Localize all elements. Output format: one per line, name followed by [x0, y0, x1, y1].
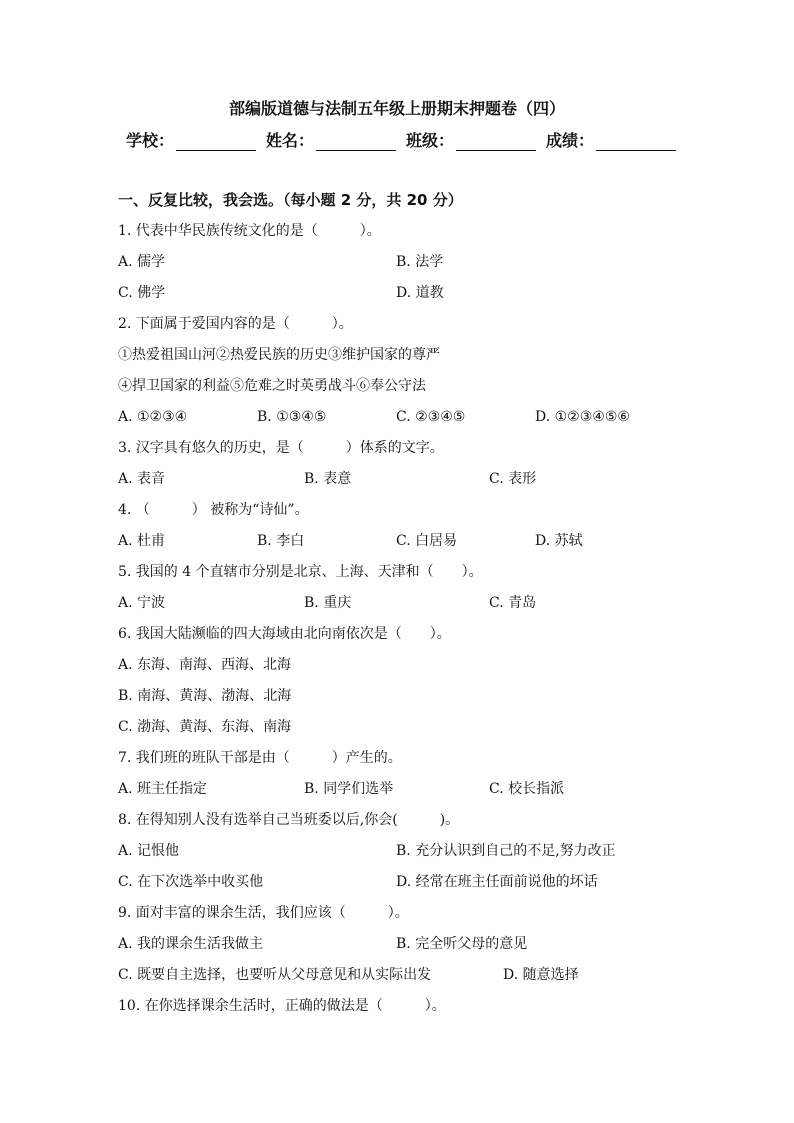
q3-option-b[interactable]: B. 表意 [304, 471, 352, 487]
q4-option-a[interactable]: A. 杜甫 [118, 533, 166, 549]
q2-option-b[interactable]: B. ①③④⑤ [257, 409, 327, 425]
q7-option-c[interactable]: C. 校长指派 [489, 781, 565, 797]
q8-option-c[interactable]: C. 在下次选举中收买他 [118, 874, 264, 890]
score-blank[interactable] [596, 134, 676, 151]
q4-option-b[interactable]: B. 李白 [257, 533, 305, 549]
score-label: 成绩： [546, 131, 595, 150]
question-3-stem: 3. 汉字具有悠久的历史，是（ ）体系的文字。 [118, 440, 444, 456]
school-field [126, 128, 256, 151]
class-field [406, 128, 536, 151]
question-4-stem: 4. （ ） 被称为“诗仙”。 [118, 502, 309, 518]
student-info-row [126, 128, 686, 151]
name-blank[interactable] [316, 134, 396, 151]
q3-option-c[interactable]: C. 表形 [489, 471, 537, 487]
q2-statement-line-2: ④捍卫国家的利益⑤危难之时英勇战斗⑥奉公守法 [118, 378, 426, 394]
name-field [266, 128, 396, 151]
school-label: 学校： [126, 131, 175, 150]
q2-option-a[interactable]: A. ①②③④ [118, 409, 188, 425]
question-6-stem: 6. 我国大陆濒临的四大海域由北向南依次是（ ）。 [118, 626, 451, 642]
question-1-stem: 1. 代表中华民族传统文化的是（ ）。 [118, 223, 381, 239]
question-2-stem: 2. 下面属于爱国内容的是（ ）。 [118, 316, 353, 332]
q1-option-d[interactable]: D. 道教 [396, 285, 444, 301]
question-7-stem: 7. 我们班的班队干部是由（ ）产生的。 [118, 750, 402, 766]
q1-option-b[interactable]: B. 法学 [396, 254, 444, 270]
q1-option-a[interactable]: A. 儒学 [118, 254, 166, 270]
question-5-stem: 5. 我国的 4 个直辖市分别是北京、上海、天津和（ ）。 [118, 564, 483, 580]
q9-option-b[interactable]: B. 完全听父母的意见 [396, 936, 528, 952]
q6-option-c[interactable]: C. 渤海、黄海、东海、南海 [118, 719, 292, 735]
q9-option-a[interactable]: A. 我的课余生活我做主 [118, 936, 264, 952]
question-10-stem: 10. 在你选择课余生活时，正确的做法是（ ）。 [118, 998, 446, 1014]
score-field [546, 128, 676, 151]
class-label: 班级： [406, 131, 455, 150]
q1-option-c[interactable]: C. 佛学 [118, 285, 166, 301]
q6-option-a[interactable]: A. 东海、南海、西海、北海 [118, 657, 292, 673]
name-label: 姓名： [266, 131, 315, 150]
q9-option-c[interactable]: C. 既要自主选择，也要听从父母意见和从实际出发 [118, 967, 432, 983]
q5-option-b[interactable]: B. 重庆 [304, 595, 352, 611]
q9-option-d[interactable]: D. 随意选择 [503, 967, 579, 983]
school-blank[interactable] [176, 134, 256, 151]
section-heading: 一、反复比较，我会选。（每小题 2 分，共 20 分） [118, 191, 463, 209]
q5-option-c[interactable]: C. 青岛 [489, 595, 537, 611]
q2-statement-line-1: ①热爱祖国山河②热爱民族的历史③维护国家的尊严 [118, 347, 440, 363]
q8-option-b[interactable]: B. 充分认识到自己的不足,努力改正 [396, 843, 616, 859]
class-blank[interactable] [456, 134, 536, 151]
q2-option-c[interactable]: C. ②③④⑤ [396, 409, 466, 425]
q5-option-a[interactable]: A. 宁波 [118, 595, 166, 611]
question-8-stem: 8. 在得知别人没有选举自己当班委以后,你会( )。 [118, 812, 460, 828]
question-9-stem: 9. 面对丰富的课余生活，我们应该（ ）。 [118, 905, 409, 921]
q7-option-a[interactable]: A. 班主任指定 [118, 781, 208, 797]
q2-option-d[interactable]: D. ①②③④⑤⑥ [535, 409, 630, 425]
q8-option-a[interactable]: A. 记恨他 [118, 843, 180, 859]
q4-option-d[interactable]: D. 苏轼 [535, 533, 583, 549]
q4-option-c[interactable]: C. 白居易 [396, 533, 458, 549]
q8-option-d[interactable]: D. 经常在班主任面前说他的坏话 [396, 874, 598, 890]
q3-option-a[interactable]: A. 表音 [118, 471, 166, 487]
page-title: 部编版道德与法制五年级上册期末押题卷（四） [228, 99, 565, 118]
q6-option-b[interactable]: B. 南海、黄海、渤海、北海 [118, 688, 292, 704]
q7-option-b[interactable]: B. 同学们选举 [304, 781, 394, 797]
